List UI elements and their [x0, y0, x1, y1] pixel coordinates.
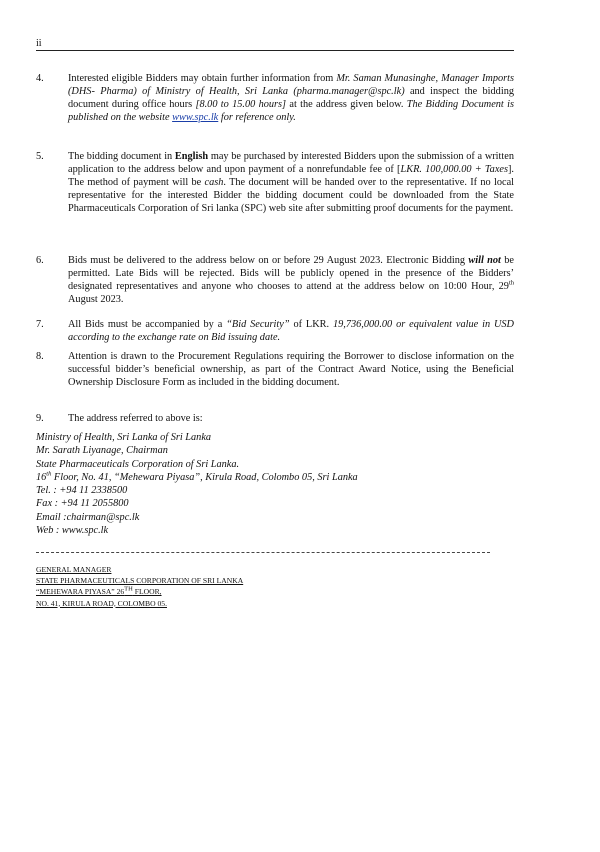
text-run: All Bids must be accompanied by a	[68, 319, 227, 330]
footer-building: “MEHEWARA PIYASA” 26TH FLOOR,	[36, 585, 162, 597]
text-run: LKR. 100,000.00 + Taxes	[400, 164, 508, 176]
text-run: Interested eligible Bidders may obtain further information from	[68, 73, 337, 84]
clause-number: 8.	[36, 351, 44, 362]
clause-number: 6.	[36, 255, 44, 266]
text-run: cash	[204, 177, 224, 189]
text-run: ]. The method of payment will be	[68, 164, 514, 189]
clause-number: 4.	[36, 73, 44, 84]
text-run: The Bidding Document is published on the website	[68, 99, 514, 124]
clause-6	[36, 254, 514, 306]
text-run: for reference only.	[218, 112, 296, 124]
clause-number: 5.	[36, 151, 44, 162]
address-chairman: Mr. Sarath Liyanage, Chairman	[36, 445, 168, 457]
text-run: Attention is drawn to the Procurement Regulations requiring the Borrower to disclose information on the successful bidder’s beneficial ownership, as part of the Contract Award Notice, using the Beneficial Ownership Disclosure Form as included in the bidding document.	[68, 351, 514, 389]
text-run: August 2023.	[68, 294, 124, 306]
address-street: 16th Floor, No. 41, “Mehewara Piyasa”, Kirula Road, Colombo 05, Sri Lanka	[36, 470, 358, 483]
clause-text	[68, 412, 514, 425]
footer-organization: STATE PHARMACEUTICALS CORPORATION OF SRI LANKA	[36, 576, 244, 586]
text-run: English	[174, 151, 209, 162]
text-run: [8.00 to 15.00 hours]	[195, 99, 287, 111]
text-run: Bids must be delivered to the address below on or before 29 August 2023. Electronic Bidding	[68, 255, 469, 266]
address-block	[36, 431, 358, 537]
text-run: Mr. Saman Munasinghe, Manager Imports (DHS- Pharma) of Ministry of Health, Sri Lanka (pharma.manager@spc.lk)	[68, 73, 514, 98]
text-run: The bidding document in	[68, 151, 175, 162]
clause-5	[36, 150, 514, 215]
clause-7	[36, 318, 514, 344]
address-ministry: Ministry of Health, Sri Lanka of Sri Lanka	[36, 432, 212, 443]
text-run: “Bid Security”	[226, 319, 290, 330]
clause-text	[68, 72, 514, 124]
clause-text	[68, 150, 514, 215]
text-run: The address referred to above is:	[68, 413, 203, 424]
clause-number: 9.	[36, 413, 44, 424]
clause-9	[36, 412, 514, 425]
clause-text	[68, 318, 514, 344]
footer-address	[36, 564, 243, 609]
address-telephone: Tel. : +94 11 2338500	[36, 485, 128, 497]
text-run: be permitted. Late Bids will be rejected. Bids will be publicly opened in the presence of the Bidders’ designated representatives and anyone who chooses to attend at the address below on 10:00 Hour, 29	[68, 255, 514, 293]
text-run: may be purchased by interested Bidders upon the submission of a written application to the address below and upon payment of a nonrefundable fee of [	[68, 151, 514, 176]
header-rule	[36, 50, 514, 51]
text-run: th	[508, 279, 514, 287]
clause-text	[68, 350, 514, 389]
footer-street: NO. 41, KIRULA ROAD, COLOMBO 05.	[36, 598, 167, 608]
text-run: will not	[468, 255, 501, 266]
text-run: . The document will be handed over to the representative. If no local representative for the interested Bidder the bidding document could be downloaded from the State Pharmaceuticals Corporation of Sri lanka (SPC) web site after submitting proof documents for the payment.	[68, 177, 514, 215]
text-run: and inspect the bidding document during office hours	[68, 86, 514, 111]
page-number: ii	[36, 38, 42, 49]
address-organization: State Pharmaceuticals Corporation of Sri Lanka.	[36, 458, 240, 470]
text-run: 19,736,000.00 or equivalent value in USD according to the exchange rate on Bid issuing date.	[68, 319, 514, 344]
address-web: Web : www.spc.lk	[36, 525, 109, 537]
website-link[interactable]: www.spc.lk	[172, 112, 219, 124]
dashed-separator	[36, 552, 490, 553]
address-fax: Fax : +94 11 2055800	[36, 498, 129, 510]
clause-text	[68, 254, 514, 306]
text-run: at the address given below.	[286, 99, 407, 111]
footer-title: GENERAL MANAGER	[36, 565, 112, 574]
clause-8	[36, 350, 514, 389]
text-run: of LKR.	[289, 319, 333, 330]
address-email: Email :chairman@spc.lk	[36, 511, 140, 523]
clause-number: 7.	[36, 319, 44, 330]
clause-4	[36, 72, 514, 124]
